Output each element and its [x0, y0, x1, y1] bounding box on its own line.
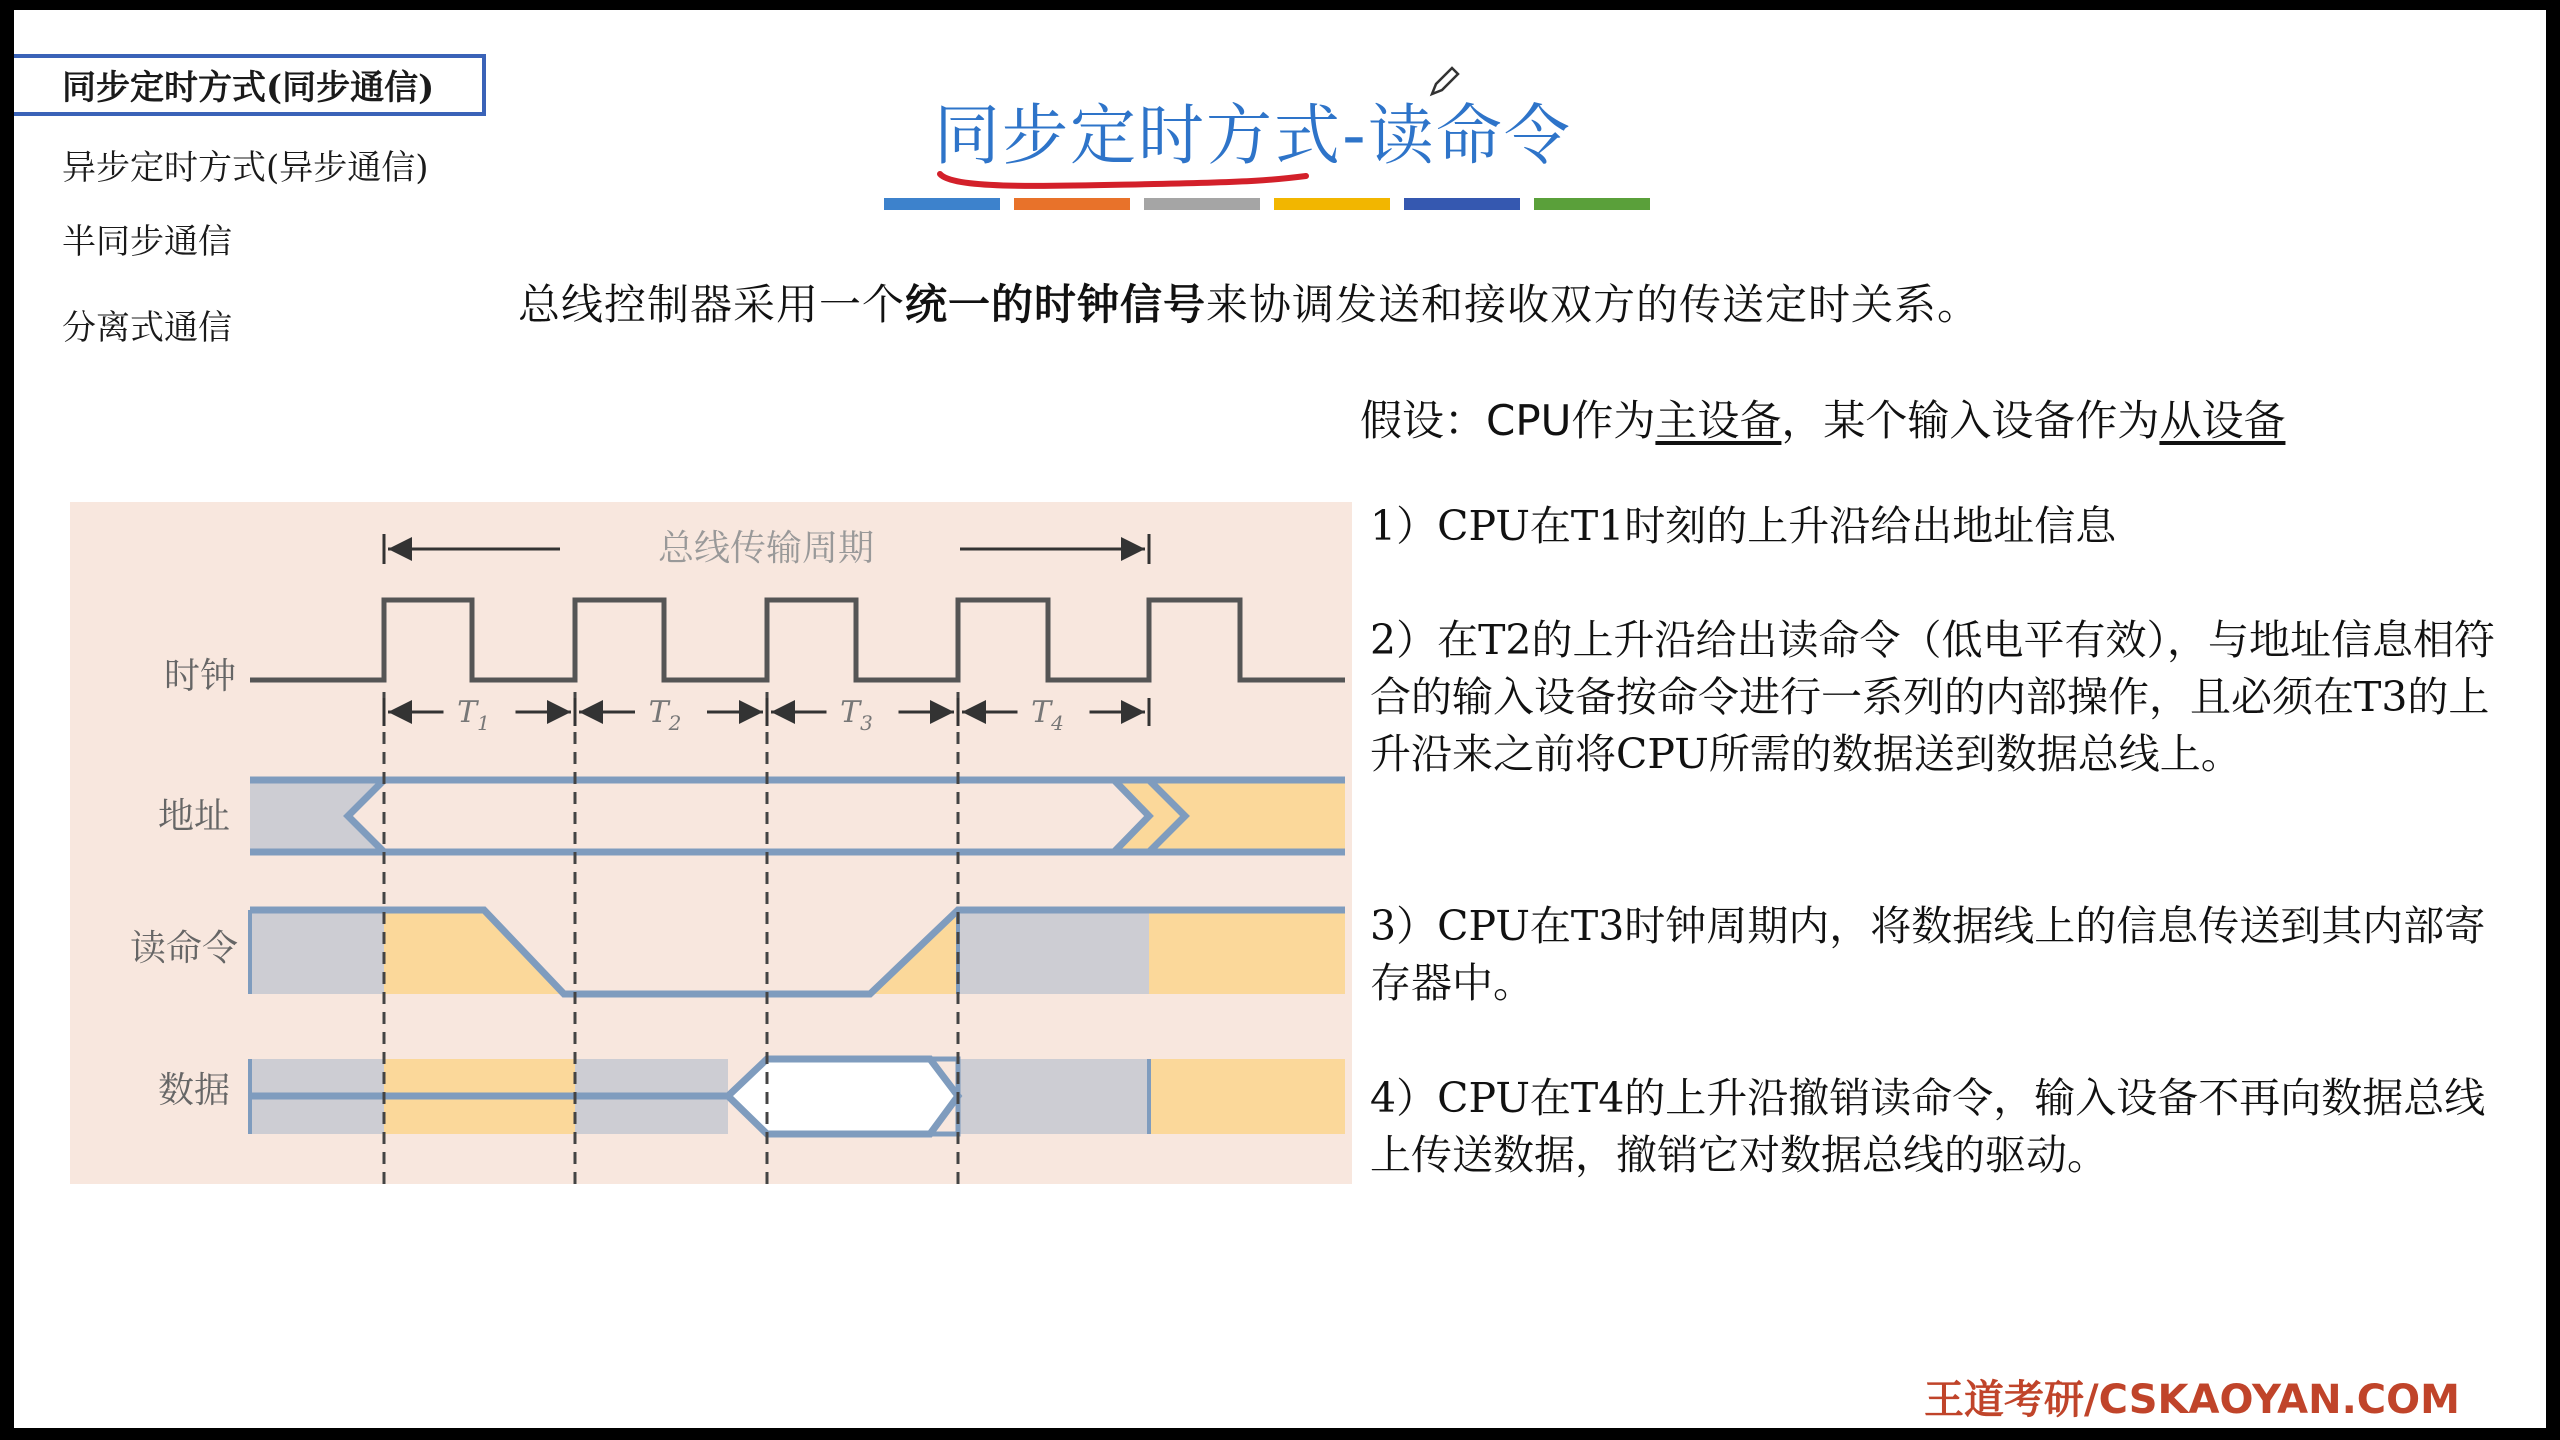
step-2: 2）在T2的上升沿给出读命令（低电平有效），与地址信息相符合的输入设备按命令进行一系列的内部操作，且必须在T3的上升沿来之前将CPU所需的数据送到数据总线上。 — [1370, 616, 2496, 778]
title-color-segment — [1014, 198, 1130, 210]
title-color-bar — [884, 198, 1664, 210]
intro-emphasis: 统一的时钟信号 — [905, 280, 1207, 329]
signal-label: 地址 — [157, 796, 231, 837]
title-color-segment — [884, 198, 1000, 210]
data-after-region — [1149, 1059, 1345, 1134]
signal-label: 时钟 — [163, 656, 237, 697]
nav-item-sync-timing[interactable]: 同步定时方式(同步通信) — [62, 68, 435, 108]
signal-label: 读命令 — [129, 928, 239, 969]
footer-brand: 王道考研/CSKAOYAN.COM — [1924, 1377, 2460, 1423]
nav-item-semi-sync[interactable]: 半同步通信 — [62, 222, 232, 262]
signal-label: 数据 — [157, 1070, 231, 1111]
read-before-region — [250, 910, 384, 994]
intro-suffix: 来协调发送和接收双方的传送定时关系。 — [1206, 280, 1981, 329]
step-1: 1）CPU在T1时刻的上升沿给出地址信息 — [1370, 502, 2117, 550]
bus-period-label: 总线传输周期 — [657, 528, 875, 569]
read-inactive-region — [958, 910, 1149, 994]
data-t4-region — [958, 1059, 1149, 1134]
title-color-segment — [1404, 198, 1520, 210]
step-3: 3）CPU在T3时钟周期内，将数据线上的信息传送到其内部寄存器中。 — [1370, 902, 2486, 1007]
step-4: 4）CPU在T4的上升沿撤销读命令，输入设备不再向数据总线上传送数据，撤销它对数据总线的驱动。 — [1370, 1074, 2486, 1179]
nav-item-async-timing[interactable]: 异步定时方式(异步通信) — [62, 148, 429, 188]
title-color-segment — [1274, 198, 1390, 210]
assumption-prefix: 假设：CPU作为 — [1360, 396, 1656, 445]
assumption-master: 主设备 — [1655, 396, 1782, 445]
cycle-label: $T_2$ — [648, 695, 682, 735]
cycle-label: $T_1$ — [457, 695, 490, 735]
data-valid-region — [728, 1059, 958, 1134]
title-underline-annotation — [934, 160, 1314, 200]
slide — [14, 10, 2546, 1428]
cycle-label: $T_3$ — [840, 695, 873, 735]
title-color-segment — [1534, 198, 1650, 210]
slide-title: 同步定时方式-读命令 — [934, 97, 1572, 174]
title-color-segment — [1144, 198, 1260, 210]
intro-sentence — [518, 272, 1980, 332]
pen-cursor-icon — [1424, 62, 1464, 102]
nav-item-split-transaction[interactable]: 分离式通信 — [62, 308, 232, 348]
assumption-middle: ，某个输入设备作为 — [1781, 396, 2160, 445]
cycle-label: $T_4$ — [1031, 695, 1064, 735]
intro-prefix: 总线控制器采用一个 — [518, 280, 906, 329]
assumption-slave: 从设备 — [2159, 396, 2286, 445]
read-timing-diagram — [70, 502, 1352, 1184]
read-after-region — [1149, 910, 1345, 994]
assumption-line — [1360, 388, 2285, 448]
